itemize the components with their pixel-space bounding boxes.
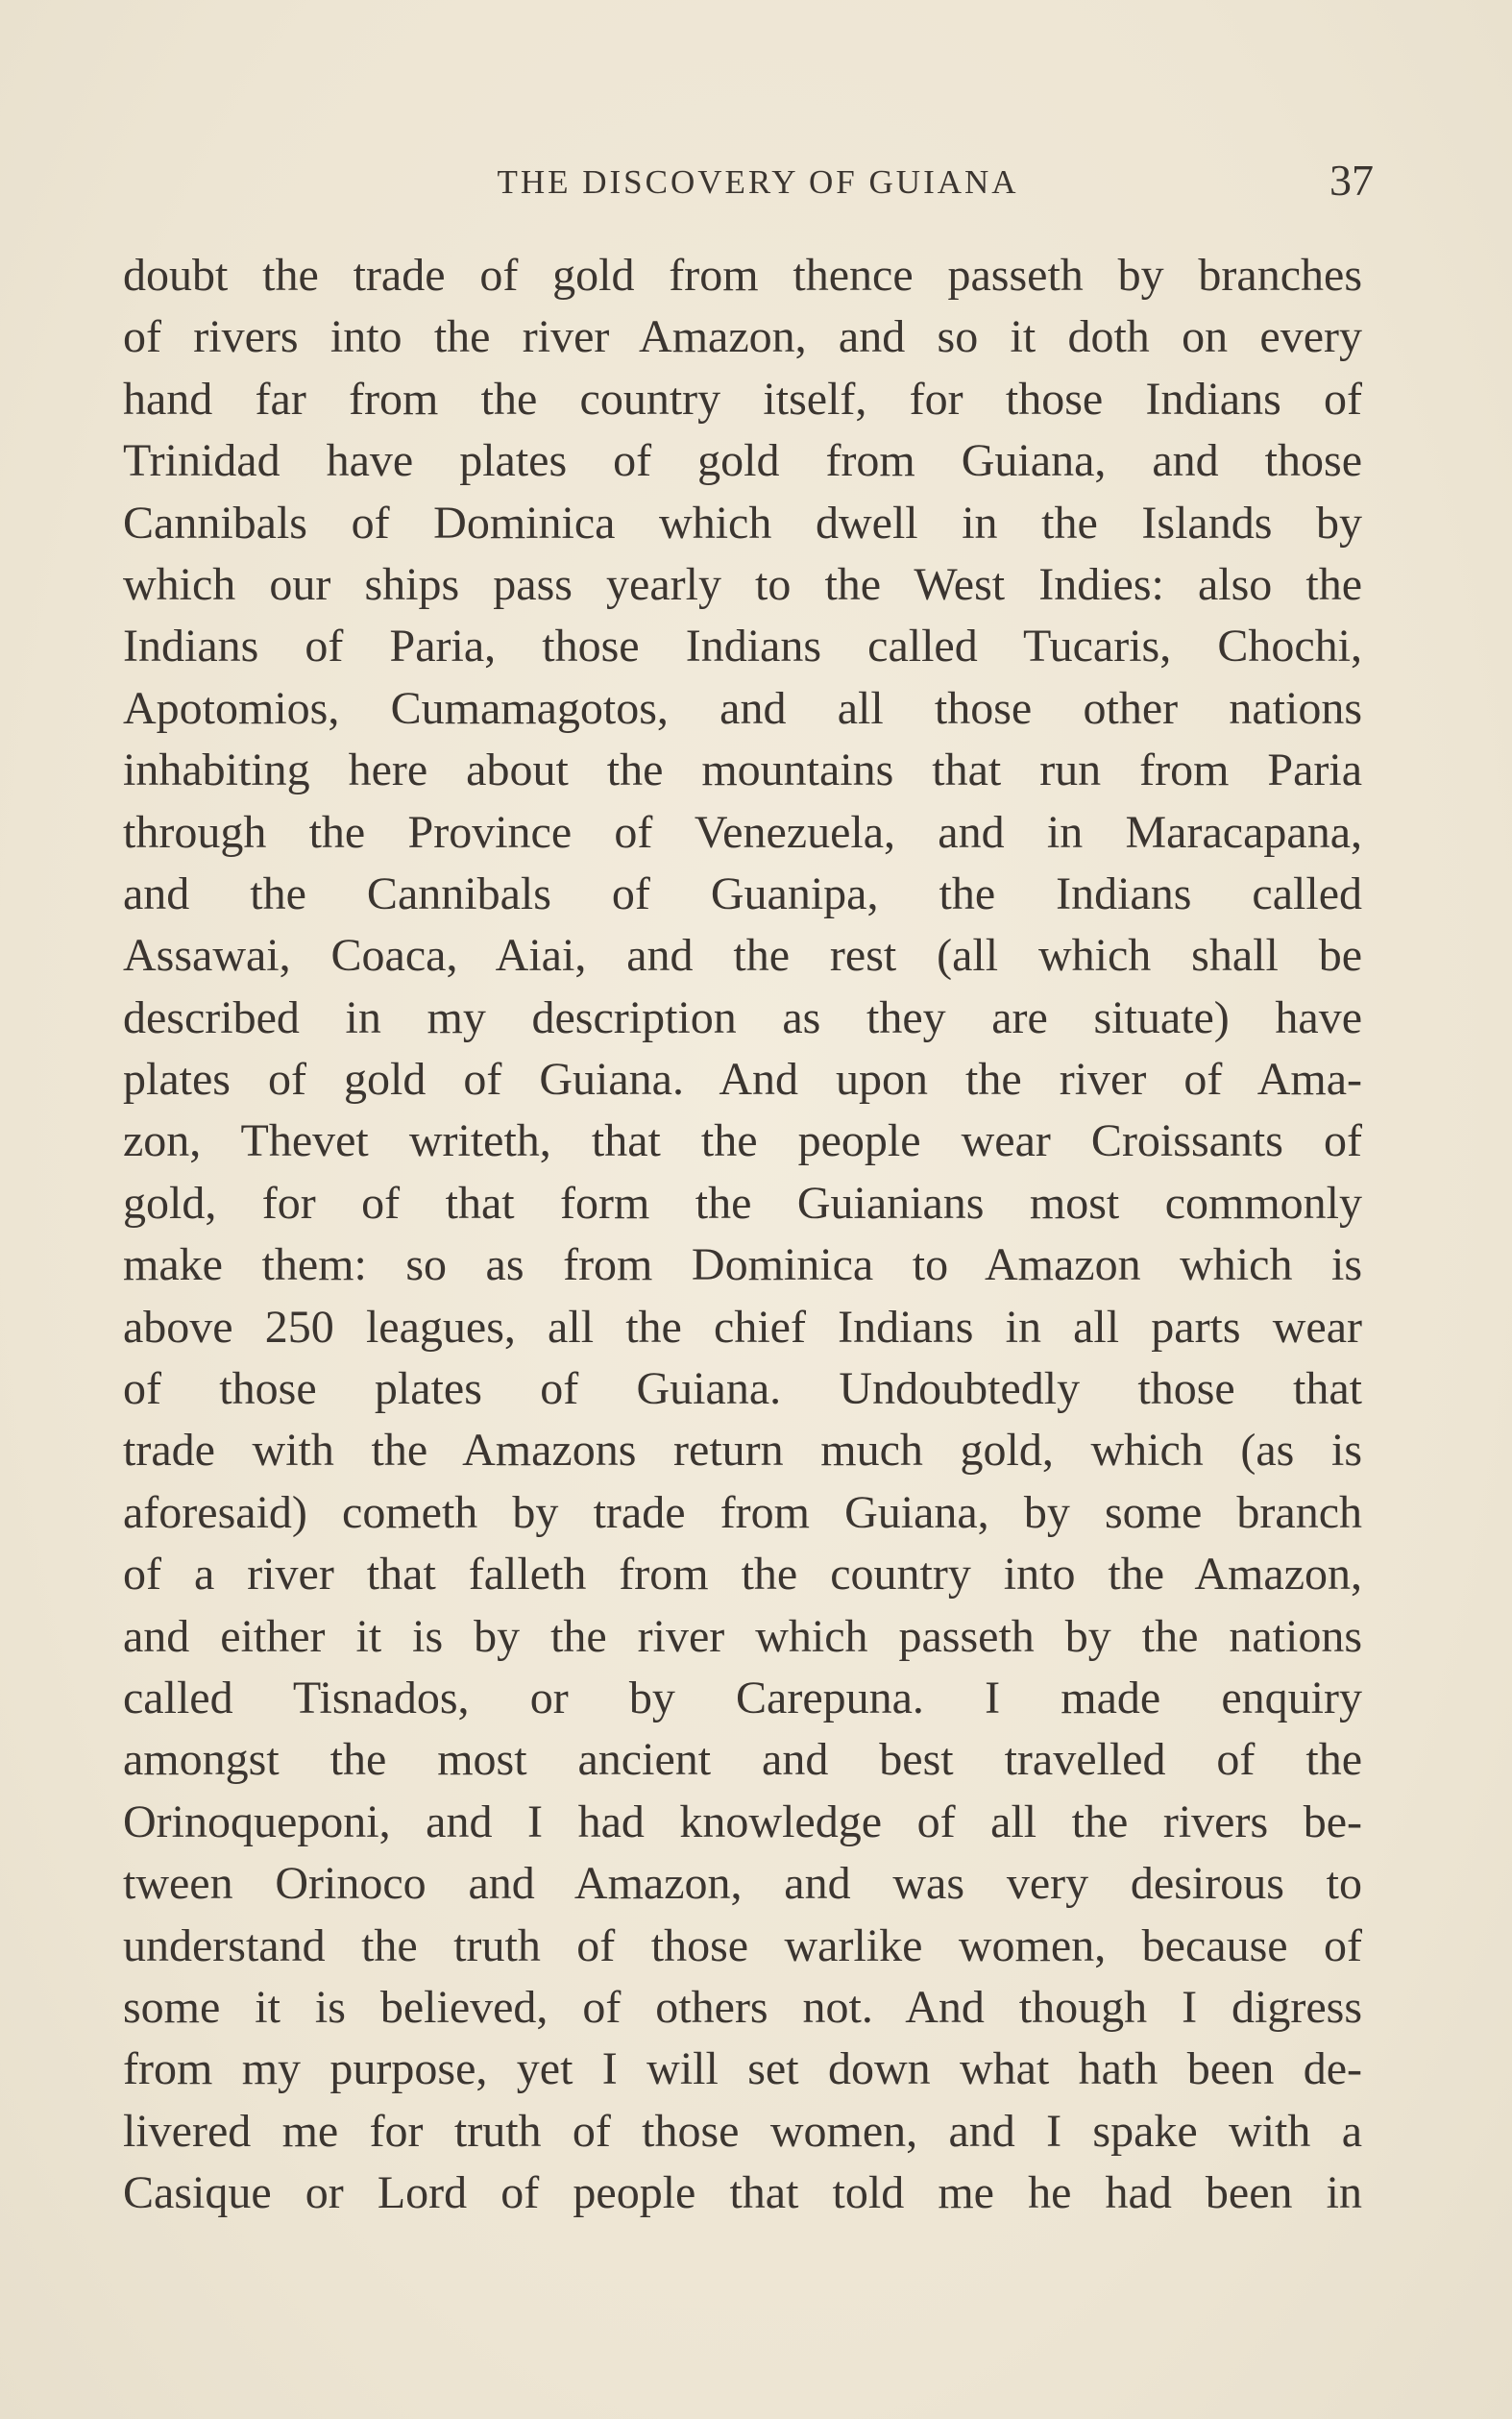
text-line: understand the truth of those warlike women, because of [123,1919,1362,1971]
text-line: tween Orinoco and Amazon, and was very desirous to [123,1858,1362,1910]
text-line: called Tisnados, or by Carepuna. I made enquiry [123,1672,1362,1723]
body-text [123,245,1362,2225]
text-line: livered me for truth of those women, and I spake with a [123,2105,1362,2157]
text-line: zon, Thevet writeth, that the people wear Croissants of [123,1115,1362,1167]
running-head [125,156,1374,216]
text-line: make them: so as from Dominica to Amazon which is [123,1239,1362,1291]
text-line: Orinoqueponi, and I had knowledge of all the rivers be- [123,1796,1362,1847]
text-line: of a river that falleth from the country into the Amazon, [123,1549,1362,1600]
text-line: aforesaid) cometh by trade from Guiana, by some branch [123,1486,1362,1538]
text-line: gold, for of that form the Guianians most commonly [123,1177,1362,1229]
text-line: above 250 leagues, all the chief Indians in all parts wear [123,1301,1362,1353]
text-line: plates of gold of Guiana. And upon the river of Ama- [123,1054,1362,1106]
text-line: hand far from the country itself, for those Indians of [123,373,1362,425]
page-number: 37 [1329,156,1374,205]
text-line: through the Province of Venezuela, and in Maracapana, [123,806,1362,858]
text-line: Cannibals of Dominica which dwell in the Islands by [123,497,1362,549]
text-line: and either it is by the river which passeth by the nations [123,1610,1362,1662]
text-line: doubt the trade of gold from thence passeth by branches [123,250,1362,301]
text-line: of those plates of Guiana. Undoubtedly those that [123,1363,1362,1415]
text-line: Casique or Lord of people that told me he had been in [123,2167,1362,2219]
text-line: which our ships pass yearly to the West Indies: also the [123,558,1362,610]
text-line: Trinidad have plates of gold from Guiana, and those [123,435,1362,487]
text-line: and the Cannibals of Guanipa, the Indians called [123,867,1362,919]
text-line: some it is believed, of others not. And though I digress [123,1981,1362,2033]
text-line: Assawai, Coaca, Aiai, and the rest (all which shall be [123,930,1362,982]
text-line: Indians of Paria, those Indians called Tucaris, Chochi, [123,621,1362,672]
running-title: THE DISCOVERY OF GUIANA [497,163,1019,201]
text-line: trade with the Amazons return much gold, which (as is [123,1425,1362,1477]
text-line: inhabiting here about the mountains that run from Paria [123,745,1362,796]
text-line: of rivers into the river Amazon, and so it doth on every [123,311,1362,363]
text-line: described in my description as they are situate) have [123,991,1362,1043]
text-line: from my purpose, yet I will set down what hath been de- [123,2043,1362,2095]
text-line: amongst the most ancient and best travelled of the [123,1734,1362,1786]
text-line: Apotomios, Cumamagotos, and all those other nations [123,682,1362,734]
